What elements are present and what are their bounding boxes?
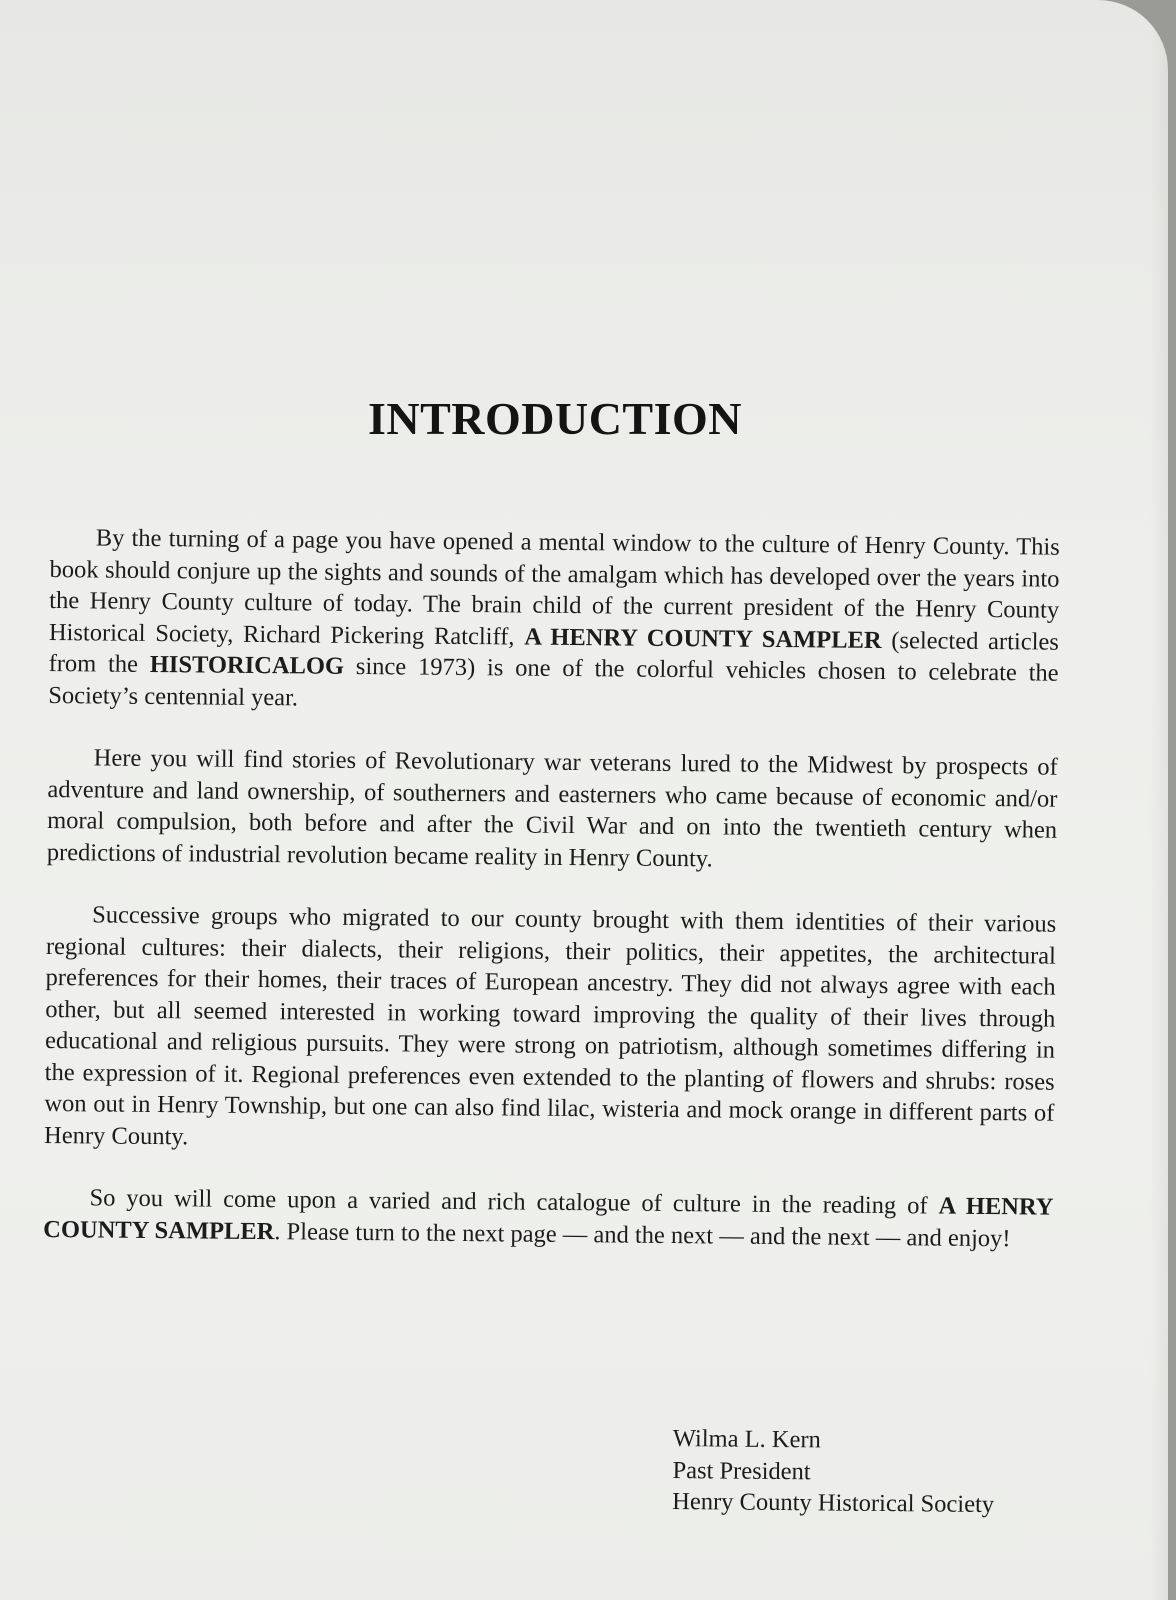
paragraph-4-text-a: So you will come upon a varied and rich catalogue of culture in the reading of [89, 1184, 939, 1220]
paragraph-1-text-e: since 1973) is one of the colorful vehicles chosen to celebrate the Society’s centennial year. [48, 652, 1059, 711]
book-title-bold-2: A HENRY COUNTY SAMPLER [43, 1192, 1054, 1245]
book-title-bold: A HENRY COUNTY SAMPLER [524, 623, 882, 654]
signature-block [672, 1423, 995, 1521]
paragraph-4-text-c: . Please turn to the next page — and the next — and the next — and enjoy! [274, 1217, 1011, 1252]
paragraph-2: Here you will find stories of Revolutionary war veterans lured to the Midwest by prospects of adventure and land ownership, of southerners and easterners who came because of economic and/or moral compulsion, both before and after the Civil War and on into the twentieth century when predictions of industrial revolution became reality in Henry County. [46, 744, 1058, 872]
paragraph-1-text-a: By the turning of a page you have opened a mental window to the culture of Henry County. This book should conjure up the sights and sounds of the amalgam which has developed over the years into the Henry County culture of today. The brain child of the current president of the Henry County Historical Society, Richard Pickering Ratcliff, [48, 524, 1060, 651]
paragraph-1 [48, 522, 1060, 721]
introduction-body [43, 522, 1060, 1286]
historicalog-bold: HISTORICALOG [149, 650, 345, 680]
page-title: INTRODUCTION [367, 393, 743, 444]
paragraph-1-text-c: (selected articles from the [48, 626, 1060, 678]
signature-role: Past President [672, 1456, 811, 1485]
signature-name: Wilma L. Kern [672, 1424, 821, 1454]
paragraph-4 [43, 1182, 1054, 1255]
signature-organization: Henry County Historical Society [672, 1487, 995, 1519]
paragraph-3: Successive groups who migrated to our county brought with them identities of their various regional cultures: their dialects, their religions, their politics, their appetites, the architectural preferences for their homes, their traces of European ancestry. They did not always agree with each other, but all seemed interested in working toward improving the quality of their lives through educational and religious pursuits. They were strong on patriotism, although sometimes differing in the expression of it. Regional preferences even extended to the planting of flowers and shrubs: roses won out in Henry Township, but one can also find lilac, wisteria and mock orange in different parts of Henry County. [43, 901, 1057, 1150]
